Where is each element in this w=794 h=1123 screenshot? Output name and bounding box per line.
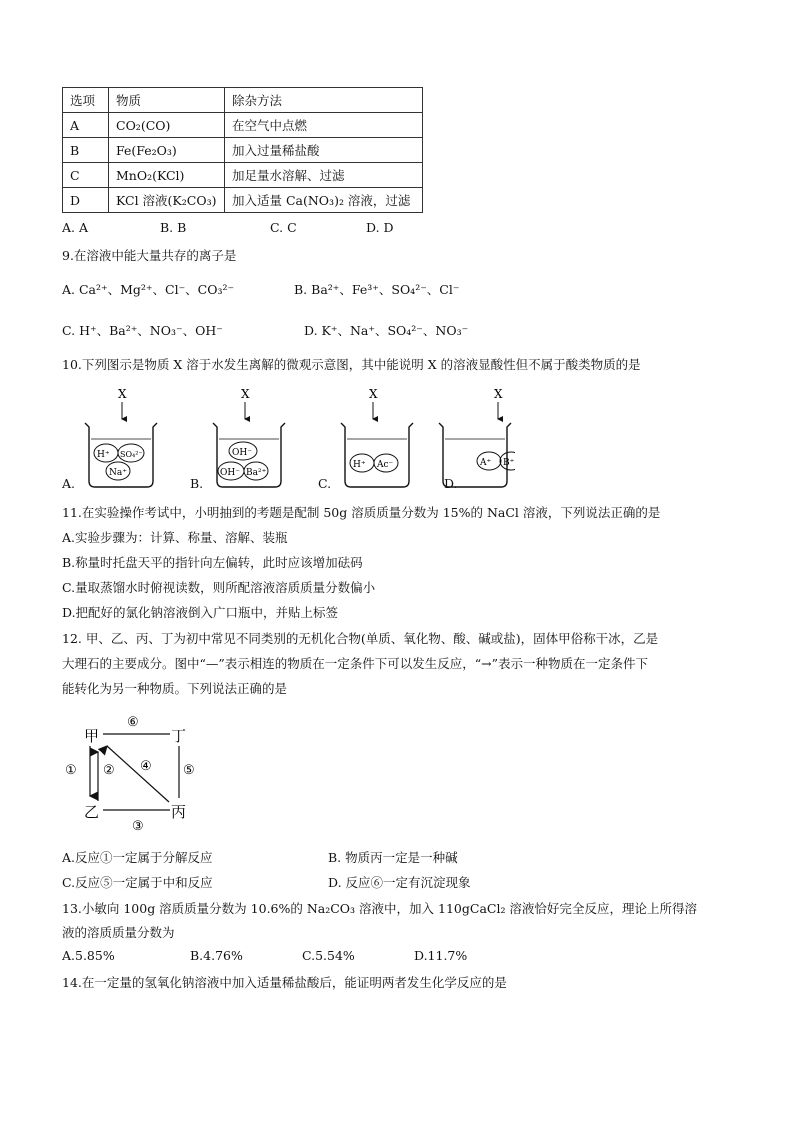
table-row xyxy=(63,138,423,163)
q9-option-d: D. K⁺、Na⁺、SO₄²⁻、NO₃⁻ xyxy=(304,323,469,338)
table-cell: C xyxy=(63,163,109,188)
q12-relation-diagram xyxy=(55,706,215,836)
x-label: X xyxy=(241,387,250,401)
q13-option-d: D.11.7% xyxy=(414,948,468,963)
table-cell: 加入适量 Ca(NO₃)₂ 溶液，过滤 xyxy=(225,188,423,213)
q10-label-d: D. xyxy=(444,476,458,491)
q10-label-a: A. xyxy=(62,476,76,491)
q9-stem: 9.在溶液中能大量共存的离子是 xyxy=(62,248,237,263)
q12-option-d: D. 反应⑥一定有沉淀现象 xyxy=(328,875,471,890)
ion-text: OH⁻ xyxy=(220,468,240,478)
q10-label-c: C. xyxy=(318,476,332,491)
x-label: X xyxy=(369,387,378,401)
q11-option-d: D.把配好的氯化钠溶液倒入广口瓶中，并贴上标签 xyxy=(62,605,339,620)
q12-stem-line3: 能转化为另一种物质。下列说法正确的是 xyxy=(62,681,288,696)
ion-text: Ba²⁺ xyxy=(246,468,267,478)
q8-option-a: A. A xyxy=(62,220,89,235)
x-label: X xyxy=(494,387,503,401)
q13-option-b: B.4.76% xyxy=(190,948,243,963)
table-header-row xyxy=(63,88,423,113)
q10-stem: 10.下列图示是物质 X 溶于水发生离解的微观示意图，其中能说明 X 的溶液显酸性但不属于酸类物质的是 xyxy=(62,357,641,372)
ion-text: B⁺ xyxy=(503,458,515,468)
node-bing: 丙 xyxy=(171,803,187,821)
table-cell: CO₂(CO) xyxy=(109,113,225,138)
ion-text: H⁺ xyxy=(97,450,110,460)
mark-6: ⑥ xyxy=(127,715,139,730)
q13-stem-line2: 液的溶质质量分数为 xyxy=(62,925,175,940)
header-cell: 选项 xyxy=(63,88,109,113)
q13-stem-line1: 13.小敏向 100g 溶质质量分数为 10.6%的 Na₂CO₃ 溶液中，加入 110gCaCl₂ 溶液恰好完全反应，理论上所得溶 xyxy=(62,901,697,916)
ion-text: H⁺ xyxy=(353,460,366,470)
mark-4: ④ xyxy=(140,759,152,774)
table-cell: MnO₂(KCl) xyxy=(109,163,225,188)
q11-option-c: C.量取蒸馏水时俯视读数，则所配溶液溶质质量分数偏小 xyxy=(62,580,376,595)
beaker-c xyxy=(341,387,413,487)
mark-3: ③ xyxy=(132,819,144,834)
q11-option-a: A.实验步骤为：计算、称量、溶解、装瓶 xyxy=(62,530,288,545)
table-cell: 加入过量稀盐酸 xyxy=(225,138,423,163)
table-cell: B xyxy=(63,138,109,163)
table-cell: KCl 溶液(K₂CO₃) xyxy=(109,188,225,213)
mark-2: ② xyxy=(103,763,115,778)
node-ding: 丁 xyxy=(171,727,187,745)
table-cell: 在空气中点燃 xyxy=(225,113,423,138)
mark-1: ① xyxy=(65,763,77,778)
q8-option-d: D. D xyxy=(366,220,394,235)
ion-text: Na⁺ xyxy=(109,468,127,478)
q9-option-a: A. Ca²⁺、Mg²⁺、Cl⁻、CO₃²⁻ xyxy=(62,282,235,297)
table-cell: A xyxy=(63,113,109,138)
q12-option-b: B. 物质丙一定是一种碱 xyxy=(328,850,458,865)
ion-text: Ac⁻ xyxy=(377,460,394,470)
q8-option-c: C. C xyxy=(270,220,297,235)
q12-stem-line2: 大理石的主要成分。图中“—”表示相连的物质在一定条件下可以发生反应，“→”表示一种物质在一定条件下 xyxy=(62,656,649,671)
header-cell: 物质 xyxy=(109,88,225,113)
header-cell: 除杂方法 xyxy=(225,88,423,113)
ion-text: A⁺ xyxy=(480,458,492,468)
q9-option-c: C. H⁺、Ba²⁺、NO₃⁻、OH⁻ xyxy=(62,323,223,338)
table-cell: Fe(Fe₂O₃) xyxy=(109,138,225,163)
beaker-b xyxy=(213,387,285,487)
beaker-a xyxy=(85,387,157,487)
q13-option-c: C.5.54% xyxy=(302,948,355,963)
q13-option-a: A.5.85% xyxy=(62,948,115,963)
table-cell: 加足量水溶解、过滤 xyxy=(225,163,423,188)
ion-text: SO₄²⁻ xyxy=(120,450,143,459)
table-cell: D xyxy=(63,188,109,213)
q11-option-b: B.称量时托盘天平的指针向左偏转，此时应该增加砝码 xyxy=(62,555,363,570)
x-label: X xyxy=(118,387,127,401)
q12-option-a: A.反应①一定属于分解反应 xyxy=(62,850,213,865)
node-yi: 乙 xyxy=(84,803,100,821)
q14-stem: 14.在一定量的氢氧化钠溶液中加入适量稀盐酸后，能证明两者发生化学反应的是 xyxy=(62,975,507,990)
q11-stem: 11.在实验操作考试中，小明抽到的考题是配制 50g 溶质质量分数为 15%的 NaCl 溶液，下列说法正确的是 xyxy=(62,505,661,520)
q9-option-b: B. Ba²⁺、Fe³⁺、SO₄²⁻、Cl⁻ xyxy=(294,282,460,297)
q8-option-b: B. B xyxy=(160,220,187,235)
q12-option-c: C.反应⑤一定属于中和反应 xyxy=(62,875,213,890)
table-row xyxy=(63,188,423,213)
table-row xyxy=(63,113,423,138)
options-table xyxy=(62,87,423,213)
ion-text: OH⁻ xyxy=(232,448,252,458)
q12-stem-line1: 12. 甲、乙、丙、丁为初中常见不同类别的无机化合物(单质、氧化物、酸、碱或盐)，固体甲俗称干冰，乙是 xyxy=(62,631,659,646)
table-row xyxy=(63,163,423,188)
beaker-d xyxy=(439,387,515,487)
mark-5: ⑤ xyxy=(183,763,195,778)
q10-label-b: B. xyxy=(190,476,204,491)
node-jia: 甲 xyxy=(84,727,100,745)
